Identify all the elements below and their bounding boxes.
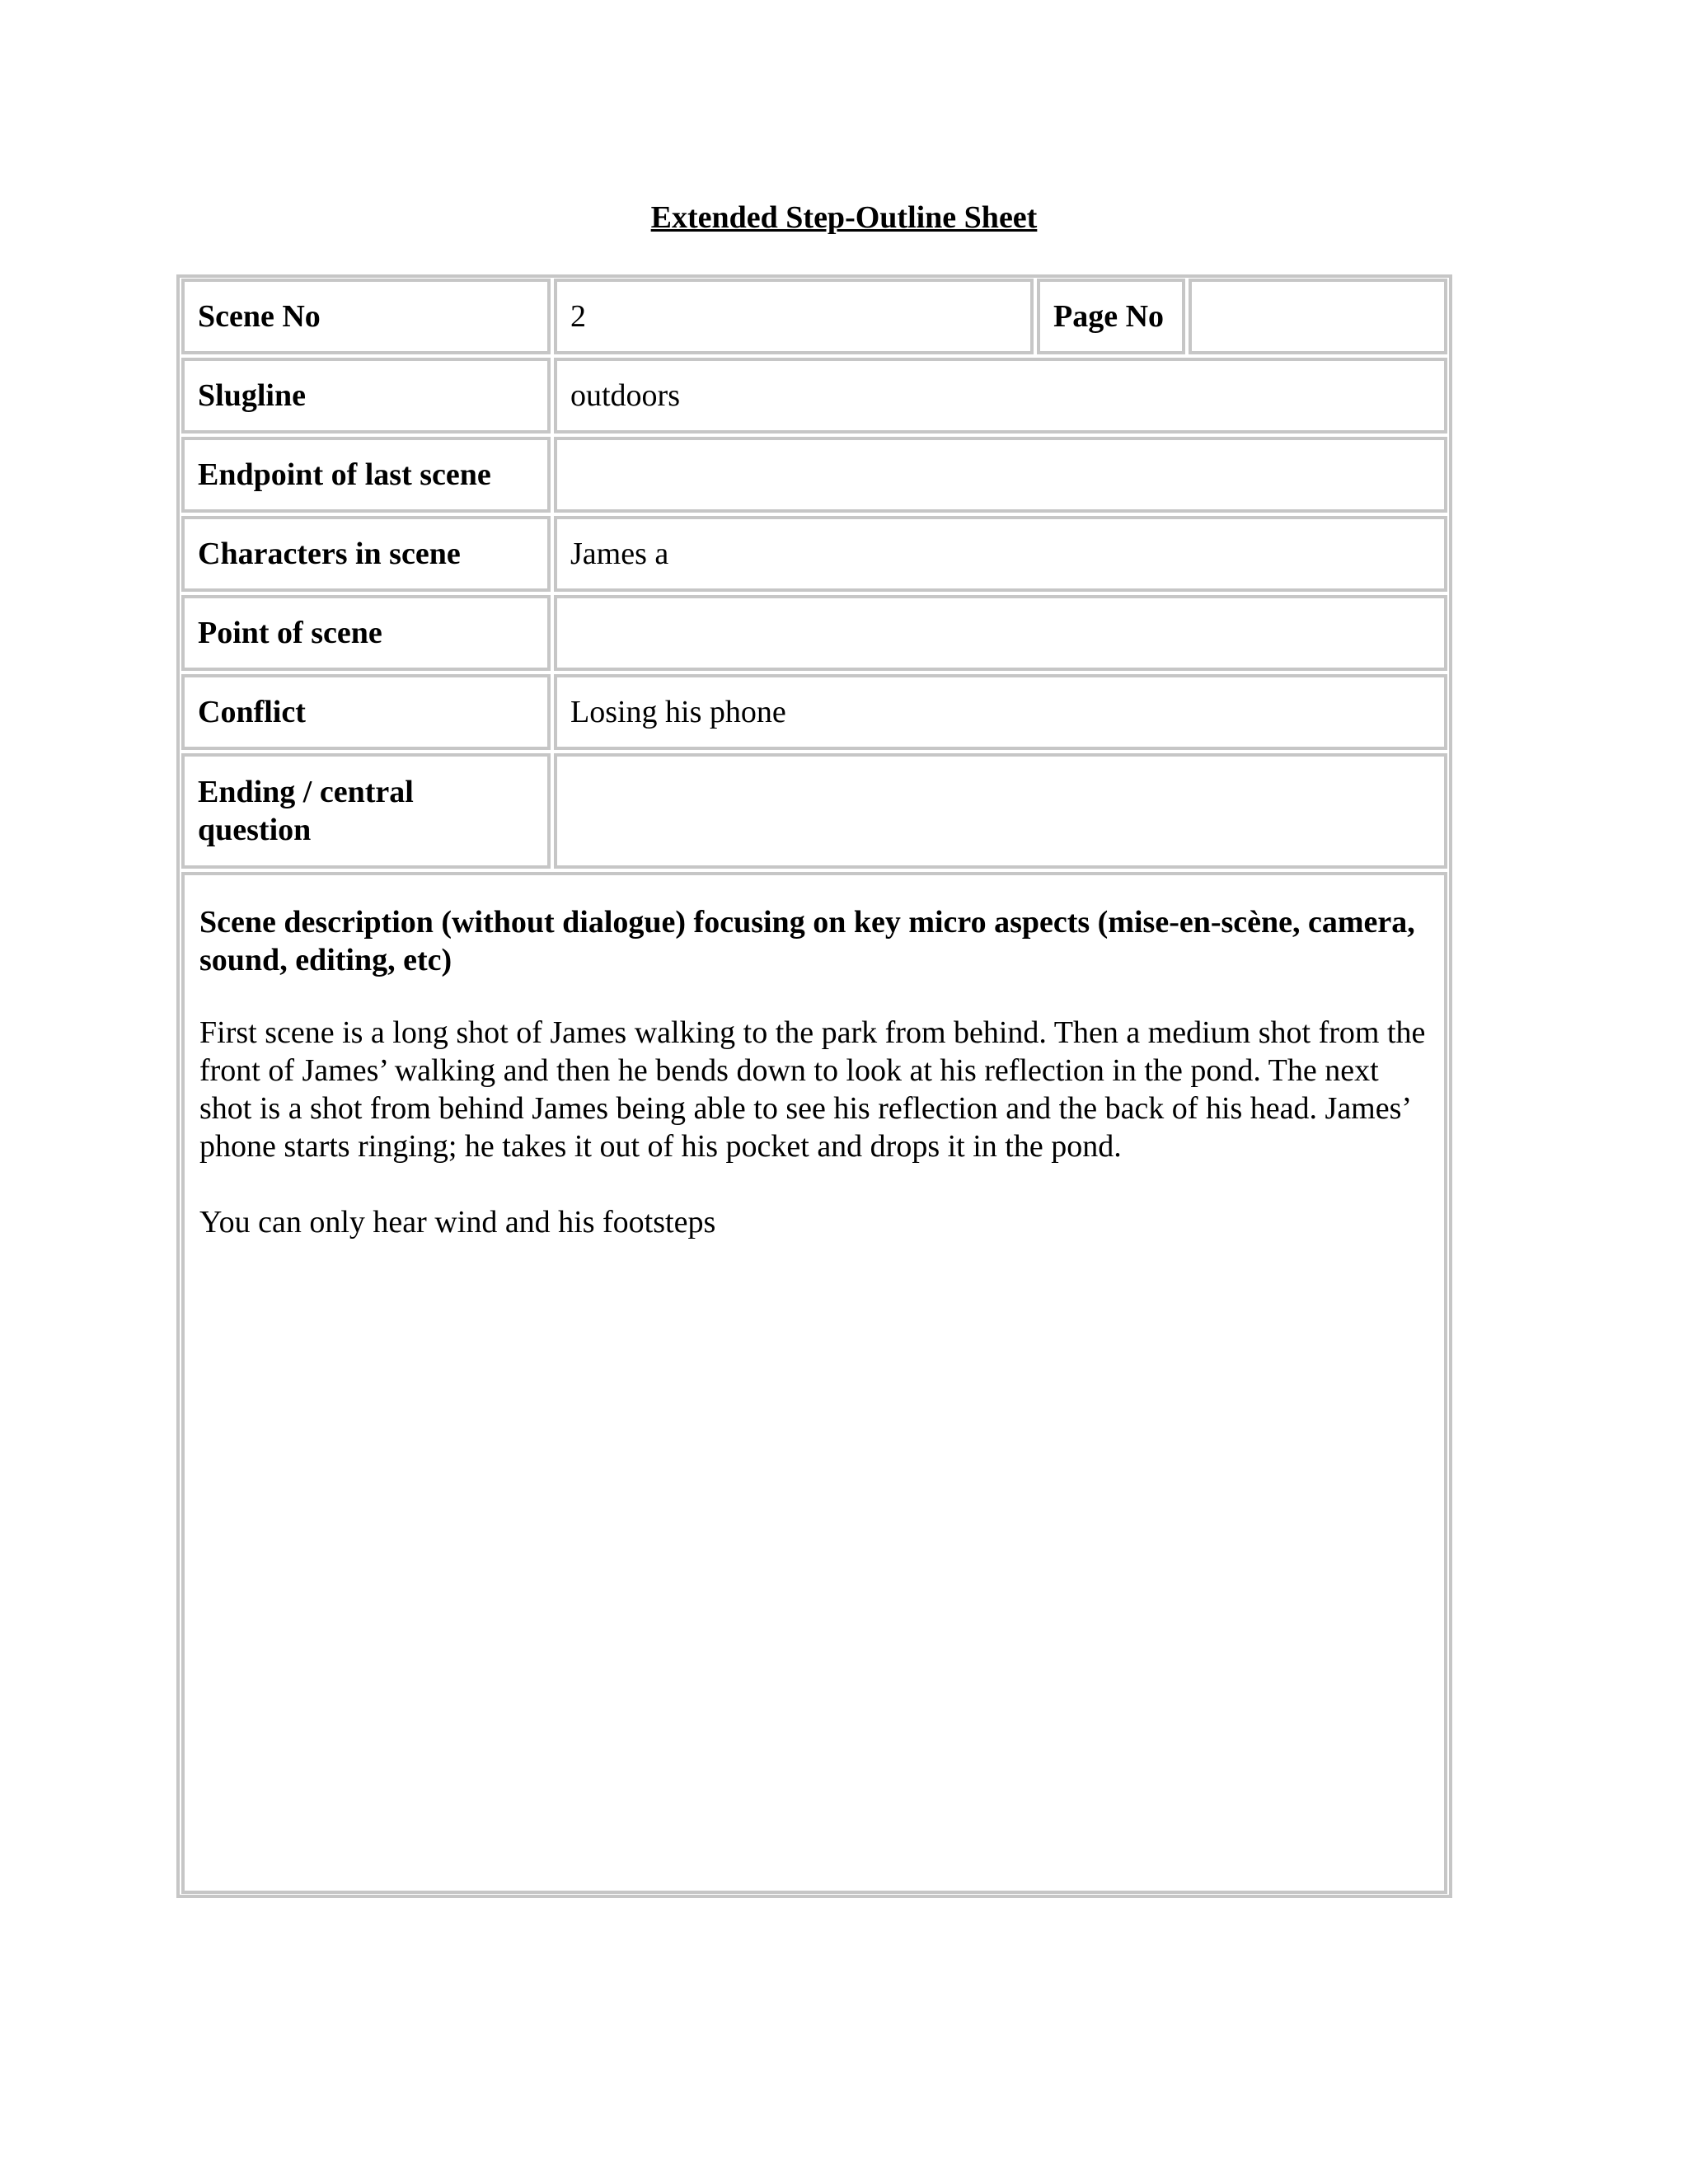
characters-label: Characters in scene xyxy=(181,516,551,592)
scene-description-heading: Scene description (without dialogue) focusing on key micro aspects (mise-en-scène, camera, sound, editing, etc) xyxy=(199,905,1415,977)
page-no-value[interactable] xyxy=(1189,279,1447,354)
ending-label: Ending / central question xyxy=(181,753,551,869)
point-value[interactable] xyxy=(554,595,1447,671)
conflict-value[interactable]: Losing his phone xyxy=(554,674,1447,750)
scene-no-value[interactable]: 2 xyxy=(554,279,1034,354)
endpoint-label: Endpoint of last scene xyxy=(181,437,551,513)
point-label: Point of scene xyxy=(181,595,551,671)
ending-value[interactable] xyxy=(554,753,1447,869)
sheet-title: Extended Step-Outline Sheet xyxy=(650,200,1038,235)
characters-value[interactable]: James a xyxy=(554,516,1447,592)
page-no-label: Page No xyxy=(1037,279,1185,354)
conflict-label: Conflict xyxy=(181,674,551,750)
endpoint-value[interactable] xyxy=(554,437,1447,513)
scene-description-paragraph: You can only hear wind and his footsteps xyxy=(199,1205,716,1240)
scene-no-label: Scene No xyxy=(181,279,551,354)
slugline-value[interactable]: outdoors xyxy=(554,358,1447,434)
scene-description-paragraph: First scene is a long shot of James walking to the park from behind. Then a medium shot from the front of James’ walking and then he bends down to look at his reflection in the pond. The next shot is a shot from behind James being able to see his reflection and the back of his head. James’ phone starts ringing; he takes it out of his pocket and drops it in the pond. xyxy=(199,1015,1426,1164)
scene-description-cell[interactable] xyxy=(181,872,1447,1894)
slugline-label: Slugline xyxy=(181,358,551,434)
